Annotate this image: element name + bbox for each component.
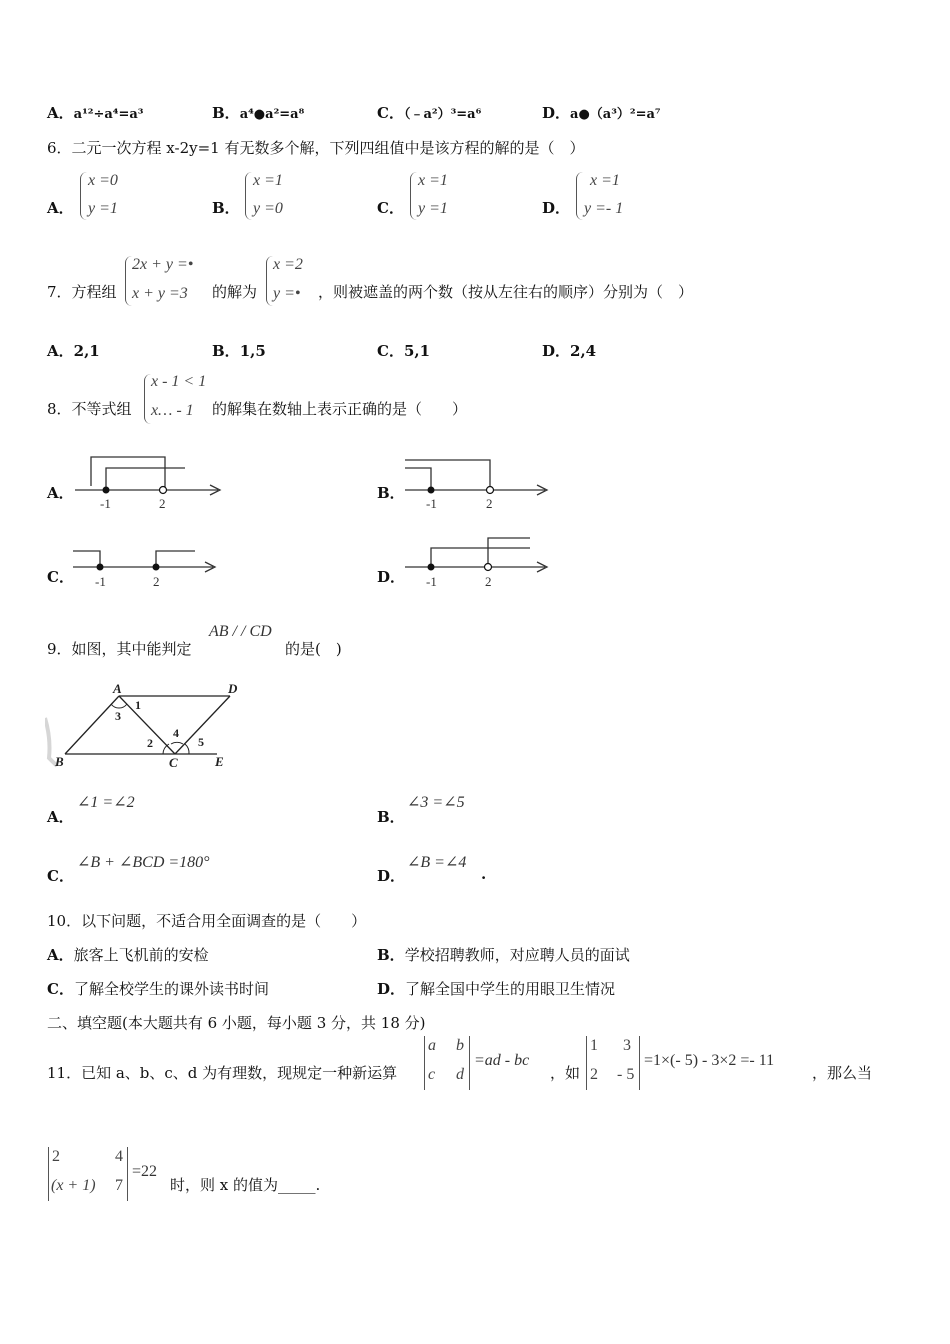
q10-stem: 10．以下问题，不适合用全面调查的是（ ） (47, 912, 367, 930)
q11-determinant-example (586, 1036, 640, 1090)
q9-geometry-figure (45, 678, 245, 770)
q11-determinant-question (48, 1147, 128, 1201)
q8-sys-line2: x… - 1 (151, 402, 194, 419)
q6-option-a-system (78, 170, 148, 222)
q5-option-a-text: a¹²÷a⁴=a³ (73, 107, 144, 122)
q9-angle-1: 1 (135, 698, 141, 712)
q8-prefix: 8．不等式组 (47, 400, 132, 418)
q9-math: AB / / CD (209, 623, 272, 640)
q9-angle-3: 3 (115, 709, 121, 723)
q11-tail (170, 1174, 320, 1195)
q11-end: . (315, 1176, 321, 1194)
q8-suffix: 的解集在数轴上表示正确的是（ ） (212, 400, 468, 418)
q7-d-label: D． (542, 342, 571, 360)
q8-option-a-numberline[interactable] (70, 450, 230, 515)
q11-prefix: 11．已知 a、b、c、d 为有理数，现规定一种新运算 (47, 1064, 398, 1082)
q10-c-text: 了解全校学生的课外读书时间 (73, 980, 269, 998)
q11-answer-blank[interactable]: _____ (278, 1176, 316, 1194)
q6-option-a-label[interactable]: A． (47, 199, 74, 217)
q8-c-tick-minus1: -1 (95, 574, 106, 589)
q5-option-b[interactable]: B．a⁴●a²=a⁸ (212, 104, 305, 122)
q6-b-line1: x =1 (253, 172, 283, 189)
q7-a-text: 2,1 (73, 342, 100, 360)
q9-label-d: D (228, 681, 238, 696)
q6-option-d-system (574, 170, 654, 222)
q10-option-d[interactable] (377, 978, 615, 999)
q8-b-tick-2: 2 (486, 496, 493, 511)
q7-option-a[interactable] (47, 340, 100, 361)
q9-option-b-label[interactable]: B． (377, 808, 405, 826)
q5-option-a[interactable]: A．a¹²÷a⁴=a³ (47, 104, 144, 122)
q11-det1-c: c (428, 1066, 436, 1083)
q7-sys1-line2: x + y =3 (132, 285, 188, 302)
q11-det3-d: 7 (115, 1177, 123, 1194)
q7-d-text: 2,4 (570, 342, 597, 360)
q6-option-c-system (408, 170, 478, 222)
q9-option-d-tail: . (481, 865, 487, 883)
q7-sys1-line1: 2x + y =• (132, 256, 194, 273)
q7-c-text: 5,1 (403, 342, 431, 360)
q10-option-b[interactable] (377, 944, 630, 965)
q5-option-c-text: （﹣a²）³=a⁶ (403, 107, 482, 122)
q5-option-c[interactable]: C．（﹣a²）³=a⁶ (377, 104, 482, 122)
section-2-heading: 二、填空题(本大题共有 6 小题，每小题 3 分，共 18 分) (47, 1014, 426, 1032)
q11-det1-b: b (456, 1037, 464, 1054)
q9-label-b: B (55, 754, 64, 769)
q9-label-a: A (113, 681, 122, 696)
q6-c-line2: y =1 (418, 200, 448, 217)
q9-option-a-label[interactable]: A． (47, 808, 74, 826)
q11-det1-d: d (456, 1066, 464, 1083)
q6-c-line1: x =1 (418, 172, 448, 189)
q9-prefix: 9．如图，其中能判定 (47, 640, 192, 658)
q7-middle: 的解为 (212, 283, 258, 301)
q7-b-text: 1,5 (239, 342, 266, 360)
q6-b-line2: y =0 (253, 200, 283, 217)
q7-suffix: ，则被遮盖的两个数（按从左往右的顺序）分别为（ ） (318, 283, 694, 301)
q11-eq1: =ad - bc (474, 1052, 530, 1069)
q11-det2-d: - 5 (617, 1066, 635, 1083)
q9-angle-5: 5 (198, 735, 204, 749)
q5-option-d[interactable]: D．a●（a³）²=a⁷ (542, 104, 661, 122)
q7-option-b[interactable] (212, 340, 266, 361)
q11-eq2: =1×(- 5) - 3×2 =- 11 (644, 1052, 775, 1069)
q11-det3-a: 2 (52, 1148, 60, 1165)
q9-angle-4: 4 (173, 726, 179, 740)
q10-d-text: 了解全国中学生的用眼卫生情况 (405, 980, 616, 998)
q9-suffix: 的是( ) (285, 640, 342, 658)
q11-det3-b: 4 (115, 1148, 123, 1165)
q10-a-label: A． (47, 946, 74, 964)
q10-a-text: 旅客上飞机前的安检 (73, 946, 209, 964)
q8-d-tick-2: 2 (485, 574, 492, 589)
q9-option-c-text: ∠B + ∠BCD =180° (77, 854, 210, 871)
q6-a-line2: y =1 (88, 200, 118, 217)
q6-option-d-label[interactable]: D． (542, 199, 571, 217)
q11-tail-text: 时，则 x 的值为 (170, 1176, 278, 1194)
q11-det1-a: a (428, 1037, 436, 1054)
q8-option-d-numberline[interactable] (400, 530, 560, 595)
q11-det2-a: 1 (590, 1037, 598, 1054)
q7-prefix: 7．方程组 (47, 283, 117, 301)
q9-angle-2: 2 (147, 736, 153, 750)
q8-option-a-label[interactable]: A． (47, 484, 74, 502)
q8-b-tick-minus1: -1 (426, 496, 437, 511)
q9-option-a-text: ∠1 =∠2 (77, 794, 135, 811)
q10-d-label: D． (377, 980, 406, 998)
q5-option-d-text: a●（a³）²=a⁷ (570, 107, 661, 122)
q11-suffix: ，那么当 (812, 1064, 873, 1082)
q7-system-1 (122, 254, 212, 308)
q8-option-b-numberline[interactable] (400, 450, 560, 515)
q8-d-tick-minus1: -1 (426, 574, 437, 589)
q6-d-line2: y =- 1 (584, 200, 624, 217)
q9-option-b-text: ∠3 =∠5 (407, 794, 465, 811)
q11-det3-c: (x + 1) (51, 1177, 96, 1194)
q10-option-a[interactable] (47, 944, 209, 965)
q7-option-c[interactable] (377, 340, 430, 361)
q11-determinant-general (424, 1036, 470, 1090)
q6-option-b-system (243, 170, 313, 222)
q6-stem: 6．二元一次方程 x-2y=1 有无数多个解，下列四组值中是该方程的解的是（ ） (47, 139, 585, 157)
q7-option-d[interactable] (542, 340, 596, 361)
q10-c-label: C． (47, 980, 74, 998)
q9-label-e: E (215, 754, 224, 769)
q8-c-tick-2: 2 (153, 574, 160, 589)
q8-option-c-numberline[interactable] (70, 540, 230, 595)
q6-option-c-label[interactable]: C． (377, 199, 404, 217)
q7-sys2-line1: x =2 (273, 256, 303, 273)
q7-c-label: C． (377, 342, 404, 360)
q6-d-line1: x =1 (590, 172, 620, 189)
q7-sys2-line2: y =• (273, 285, 301, 302)
q11-det2-b: 3 (623, 1037, 631, 1054)
q8-a-tick-minus1: -1 (100, 496, 111, 511)
q9-option-d-label[interactable]: D． (377, 867, 406, 885)
q5-option-b-text: a⁴●a²=a⁸ (239, 107, 305, 122)
q9-option-d-text: ∠B =∠4 (407, 854, 467, 871)
q9-option-c-label[interactable]: C． (47, 867, 74, 885)
q9-label-c: C (169, 755, 178, 770)
q8-sys-line1: x - 1 < 1 (151, 373, 207, 390)
q8-a-tick-2: 2 (159, 496, 166, 511)
q8-system (141, 372, 216, 426)
q7-a-label: A． (47, 342, 74, 360)
q11-det2-c: 2 (590, 1066, 598, 1083)
q8-option-b-label[interactable]: B． (377, 484, 405, 502)
q6-a-line1: x =0 (88, 172, 118, 189)
q10-option-c[interactable] (47, 978, 269, 999)
q7-b-label: B． (212, 342, 240, 360)
q11-mid: ，如 (550, 1064, 581, 1082)
q8-option-c-label[interactable]: C． (47, 568, 74, 586)
q10-b-label: B． (377, 946, 405, 964)
q6-option-b-label[interactable]: B． (212, 199, 240, 217)
q10-b-text: 学校招聘教师，对应聘人员的面试 (404, 946, 630, 964)
q11-eq3: =22 (132, 1163, 158, 1180)
q8-option-d-label[interactable]: D． (377, 568, 406, 586)
